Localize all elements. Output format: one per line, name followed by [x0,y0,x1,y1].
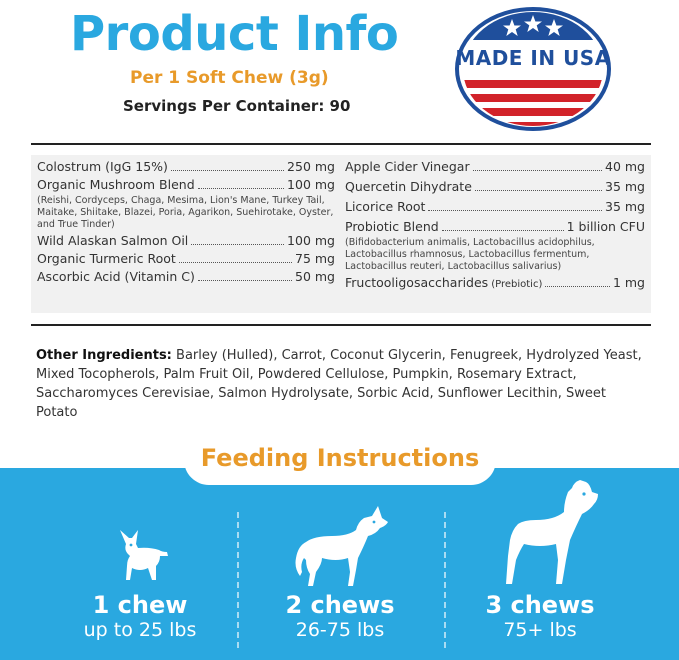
ingredient-row [345,159,645,177]
feeding-title: Feeding Instructions [200,444,480,472]
divider-bottom [31,324,651,326]
ingredient-amount: 250 mg [287,159,335,174]
other-ingredients-label: Other Ingredients: [36,348,172,363]
ingredient-name: Ascorbic Acid (Vitamin C) [37,269,195,284]
ingredient-row [37,159,335,177]
weight-range: up to 25 lbs [83,619,197,641]
ingredient-amount: 1 mg [612,275,645,290]
ingredient-row [345,219,645,237]
servings-per-container: Servings Per Container: 90 [123,97,351,115]
ingredient-name: Organic Mushroom Blend [37,177,195,192]
tier-small [40,591,240,641]
ingredient-name: Organic Turmeric Root [37,251,176,266]
ingredient-name: Quercetin Dihydrate [345,179,472,194]
ingredient-name: Licorice Root [345,199,426,214]
ingredient-row [345,179,645,197]
ingredient-name: Fructooligosaccharides [345,275,489,290]
facts-right-column [345,159,645,293]
weight-range: 26-75 lbs [295,619,385,641]
ingredient-amount: 75 mg [295,251,335,266]
ingredient-row [345,275,645,293]
ingredient-subtext: (Reishi, Cordyceps, Chaga, Mesima, Lion's Mane, Turkey Tail, Maitake, Shiitake, Blazei, Poria, Agarikon, Suehirotake, Oyster, and True Tinder) [37,195,334,230]
small-dog-icon [112,524,172,584]
ingredient-row [37,269,335,287]
large-dog-icon [494,478,614,588]
ingredient-name: Probiotic Blend [345,219,439,234]
ingredient-amount: 35 mg [605,199,645,214]
supplement-facts-panel [31,155,651,313]
medium-dog-icon [292,502,392,588]
ingredient-name: Apple Cider Vinegar [345,159,470,174]
tier-large [440,591,640,641]
ingredient-name: Colostrum (IgG 15%) [37,159,168,174]
other-ingredients [36,346,648,422]
other-ingredients-text: Barley (Hulled), Carrot, Coconut Glycerin, Fenugreek, Hydrolyzed Yeast, Mixed Tocopherols, Palm Fruit Oil, Powdered Cellulose, Pumpkin, Rosemary Extract, Saccharomyces Cerevisiae, Salmon Hydrolysate, Sorbic Acid, Sunflower Lecithin, Sweet Potato [36,348,642,420]
ingredient-subtext: (Bifidobacterium animalis, Lactobacillus acidophilus, Lactobacillus rhamnosus, Lactobacillus fermentum, Lactobacillus reuteri, Lactobacillus salivarius) [345,237,595,272]
ingredient-qualifier: (Prebiotic) [491,279,543,290]
weight-range: 75+ lbs [503,619,577,641]
ingredient-amount: 100 mg [287,233,335,248]
ingredient-amount: 35 mg [605,179,645,194]
ingredient-row [345,199,645,217]
chew-count: 1 chew [92,591,188,619]
ingredient-amount: 100 mg [287,177,335,192]
ingredient-row [37,251,335,269]
ingredient-row [37,233,335,251]
ingredient-amount: 50 mg [295,269,335,284]
made-in-usa-badge [452,6,614,132]
serving-size: Per 1 Soft Chew (3g) [130,68,329,88]
page-title: Product Info [70,6,399,62]
chew-count: 3 chews [485,591,595,619]
ingredient-amount: 1 billion CFU [566,219,645,234]
tier-medium [240,591,440,641]
ingredient-name: Wild Alaskan Salmon Oil [37,233,189,248]
chew-count: 2 chews [285,591,395,619]
facts-left-column [37,159,335,287]
ingredient-amount: 40 mg [605,159,645,174]
badge-text: MADE IN USA [455,46,611,70]
ingredient-row [37,177,335,195]
divider-top [31,143,651,145]
